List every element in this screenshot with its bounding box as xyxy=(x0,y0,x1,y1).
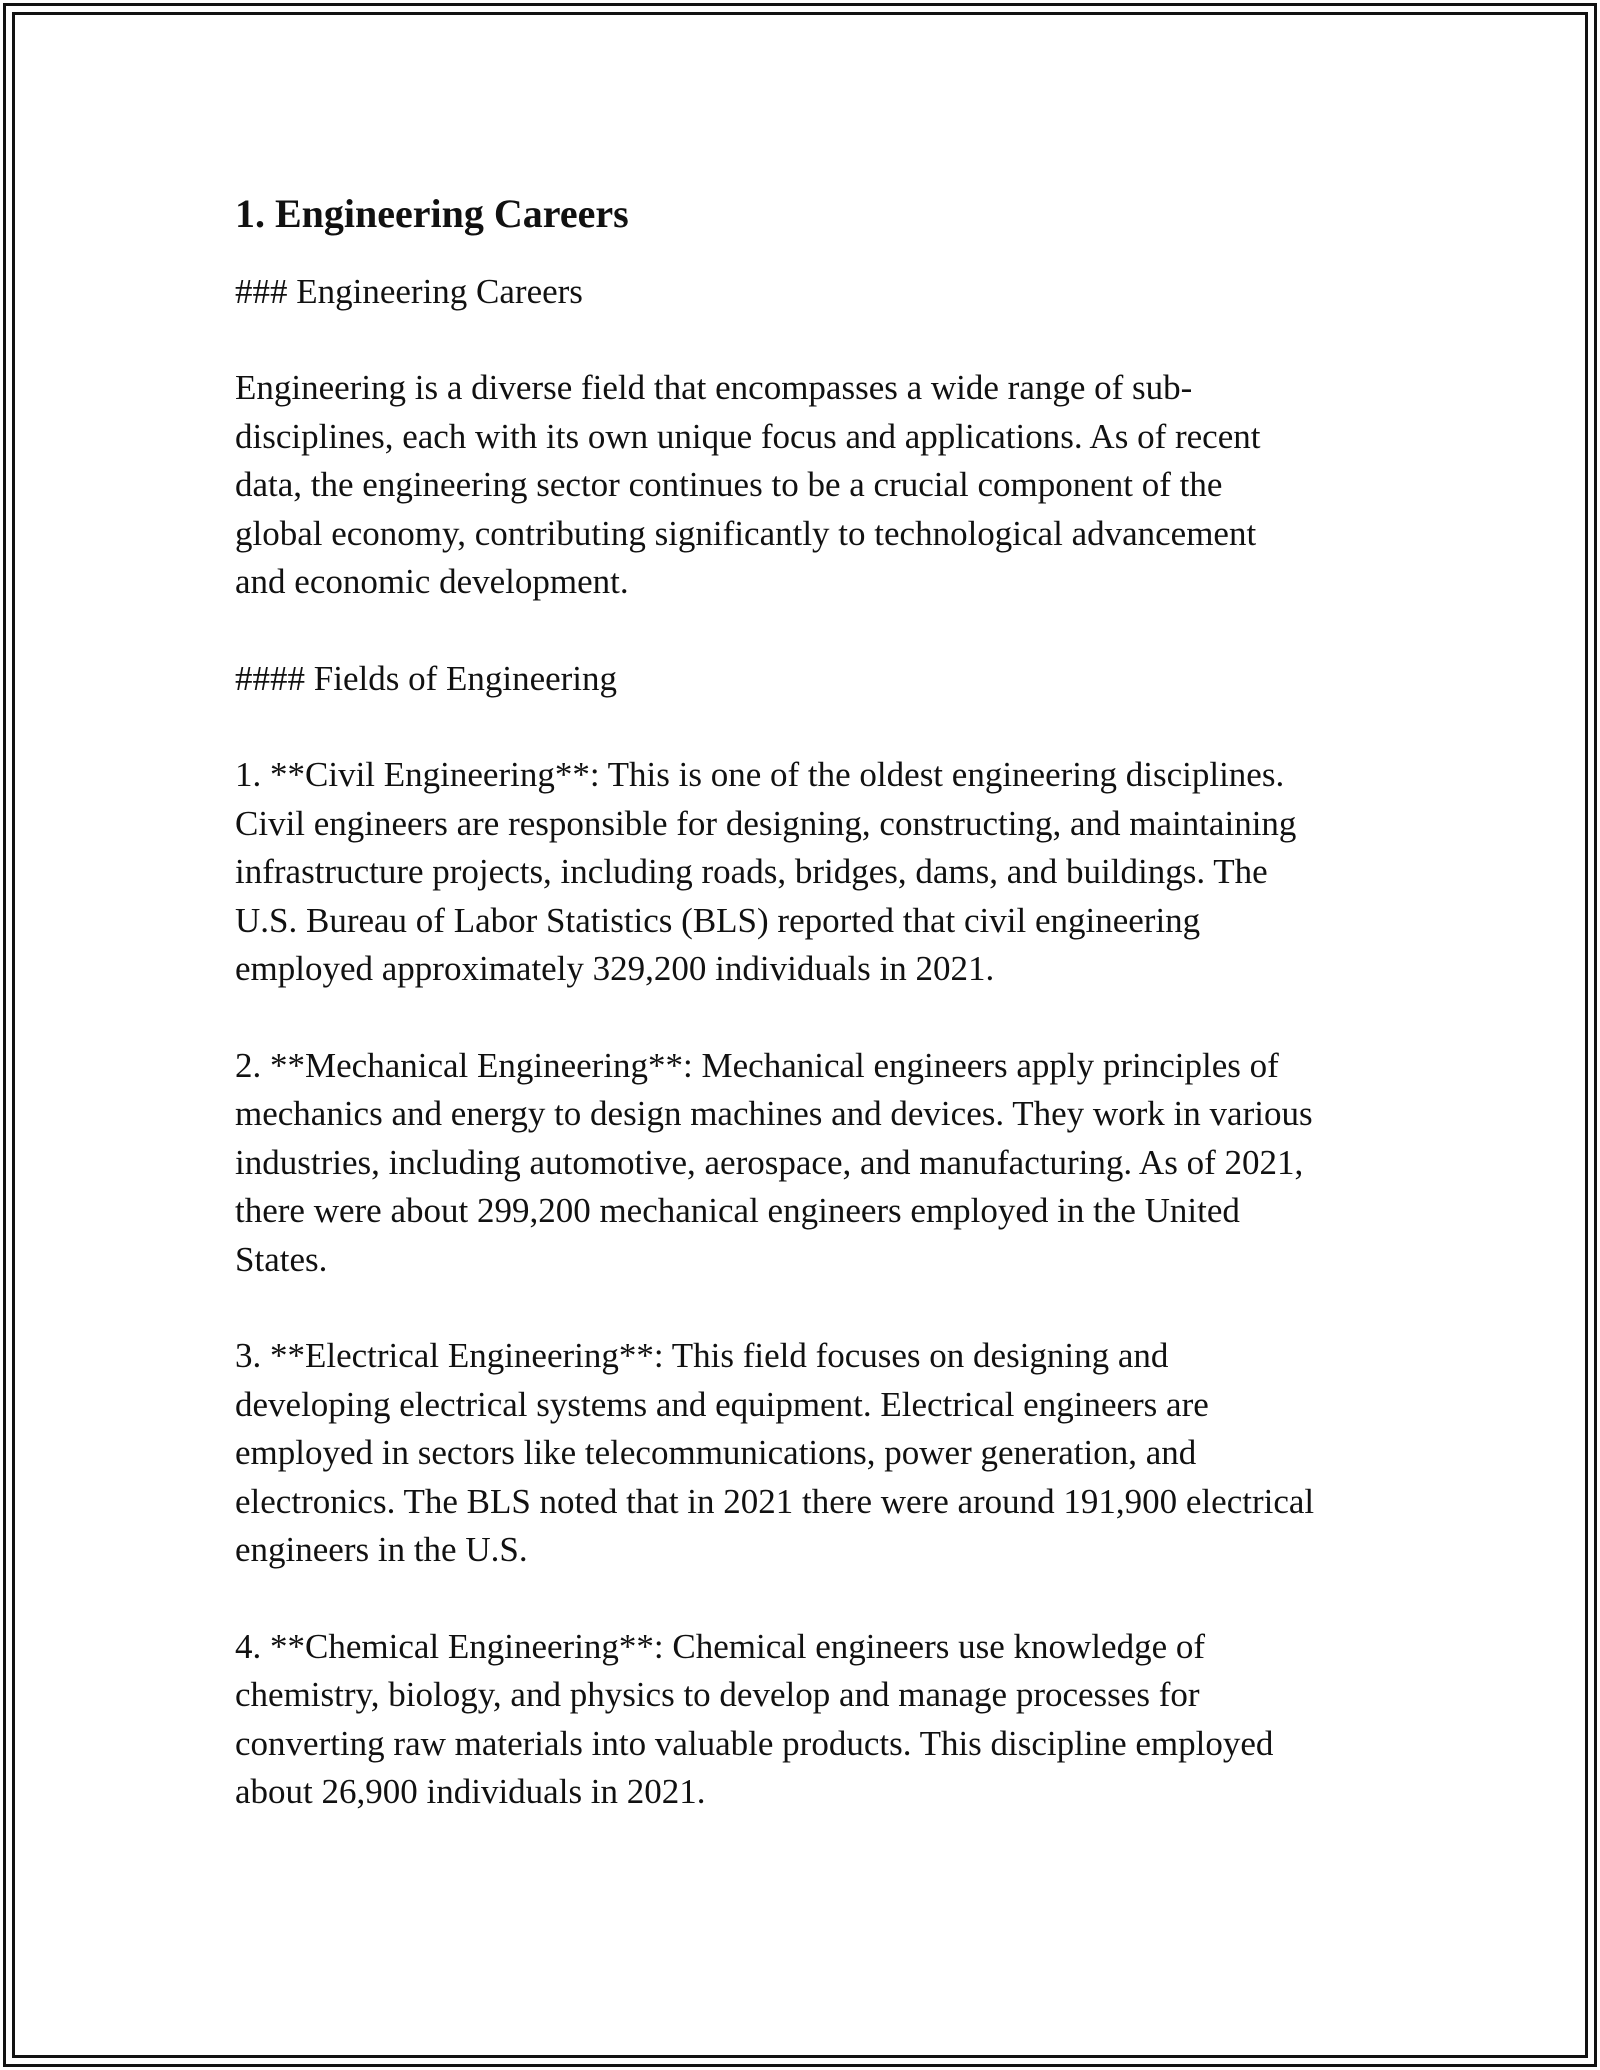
text-line: infrastructure projects, including roads, bridges, dams, and buildings. The xyxy=(235,852,1268,891)
text-line: 3. **Electrical Engineering**: This field focuses on designing and xyxy=(235,1336,1169,1375)
text-line: U.S. Bureau of Labor Statistics (BLS) reported that civil engineering xyxy=(235,900,1201,940)
text-line: employed approximately 329,200 individuals in 2021. xyxy=(235,949,995,988)
document-title: 1. Engineering Careers xyxy=(235,191,629,236)
text-line: converting raw materials into valuable products. This discipline employed xyxy=(235,1723,1274,1763)
document-body xyxy=(235,190,1375,1817)
text-line: there were about 299,200 mechanical engineers employed in the United xyxy=(235,1191,1240,1230)
text-line: employed in sectors like telecommunications, power generation, and xyxy=(235,1433,1197,1472)
text-line: about 26,900 individuals in 2021. xyxy=(235,1772,706,1811)
text-line: global economy, contributing significantly to technological advancement xyxy=(235,513,1257,553)
list-item-chemical xyxy=(235,1623,1375,1817)
section-heading: ### Engineering Careers xyxy=(235,272,583,311)
text-line: developing electrical systems and equipment. Electrical engineers are xyxy=(235,1384,1209,1424)
text-line: 1. **Civil Engineering**: This is one of the oldest engineering disciplines. xyxy=(235,755,1285,794)
text-line: industries, including automotive, aerospace, and manufacturing. As of 2021, xyxy=(235,1142,1304,1182)
text-line: and economic development. xyxy=(235,562,629,601)
text-line: engineers in the U.S. xyxy=(235,1530,528,1569)
text-line: disciplines, each with its own unique focus and applications. As of recent xyxy=(235,416,1261,456)
text-line: electronics. The BLS noted that in 2021 there were around 191,900 electrical xyxy=(235,1481,1315,1521)
subsection-heading: #### Fields of Engineering xyxy=(235,658,618,698)
text-line: chemistry, biology, and physics to develop and manage processes for xyxy=(235,1675,1200,1714)
text-line: data, the engineering sector continues to be a crucial component of the xyxy=(235,465,1223,504)
text-line: 4. **Chemical Engineering**: Chemical engineers use knowledge of xyxy=(235,1626,1206,1666)
text-line: Engineering is a diverse field that encompasses a wide range of sub- xyxy=(235,368,1193,407)
list-item-civil xyxy=(235,751,1375,994)
list-item-mechanical xyxy=(235,1042,1375,1285)
text-line: Civil engineers are responsible for designing, constructing, and maintaining xyxy=(235,803,1297,843)
text-line: 2. **Mechanical Engineering**: Mechanical engineers apply principles of xyxy=(235,1045,1279,1085)
text-line: States. xyxy=(235,1239,328,1279)
text-line: mechanics and energy to design machines and devices. They work in various xyxy=(235,1094,1313,1133)
list-item-electrical xyxy=(235,1332,1375,1575)
intro-paragraph xyxy=(235,364,1375,607)
